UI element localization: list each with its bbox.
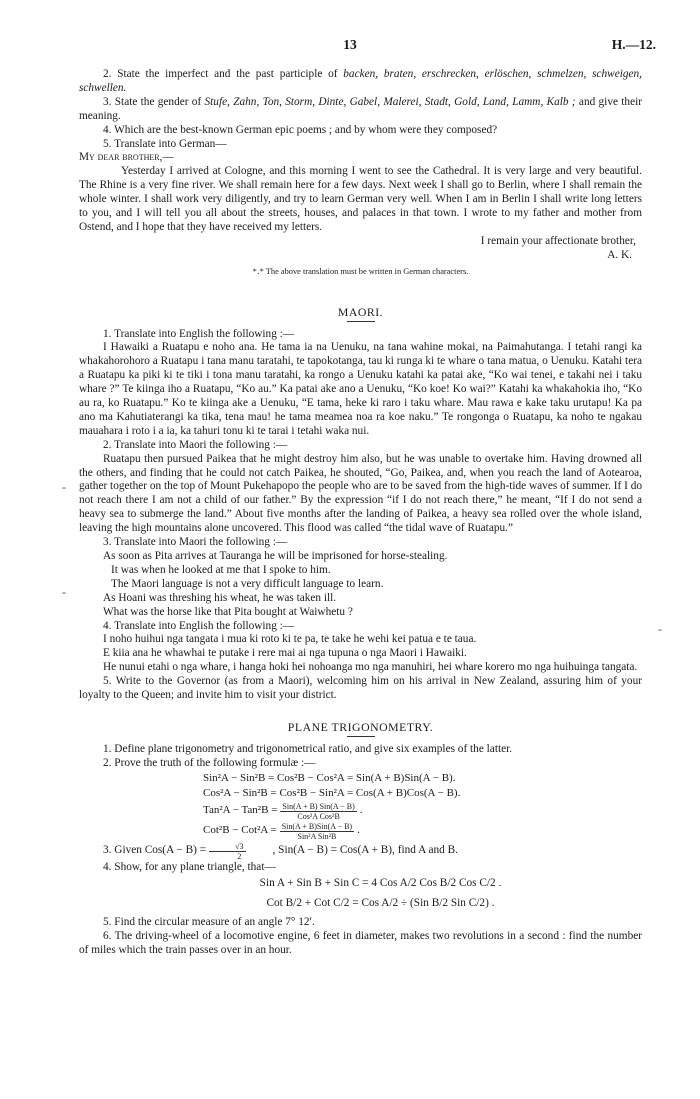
letter-signature: A. K. — [607, 248, 632, 261]
maori-question-5: 5. Write to the Governor (as from a Maori), welcoming him on his arrival in New Zealand, assuring him of your loyalty to the Queen; and invite him to visit your district. — [79, 675, 642, 702]
margin-dash-mark: - — [62, 480, 66, 494]
letter-closing: I remain your affectionate brother, — [480, 234, 636, 247]
maori-q4-line: I noho huihui nga tangata i mua ki roto ki te pa, te take he wehi kei patua e te taua. — [103, 633, 477, 646]
trig-question-4: 4. Show, for any plane triangle, that— — [103, 860, 276, 873]
title-rule — [347, 321, 375, 322]
page-content — [79, 68, 642, 958]
formula-5: Sin A + Sin B + Sin C = 4 Cos A/2 Cos B/2 Cos C/2 . — [259, 877, 502, 890]
page-header — [0, 38, 700, 54]
german-question-2: 2. State the imperfect and the past participle of backen, braten, erschrecken, erlöschen, schmelzen, schweigen, schwellen. — [79, 68, 642, 94]
maori-q3-line: The Maori language is not a very difficult language to learn. — [111, 577, 384, 590]
fraction-denominator: Cos²A Cos²B — [297, 811, 340, 821]
fraction-numerator: Sin(A + B) Sin(A − B) — [282, 801, 355, 811]
german-question-4: 4. Which are the best-known German epic poems ; and by whom were they composed? — [103, 123, 498, 136]
trig-question-1: 1. Define plane trigonometry and trigonometrical ratio, and give six examples of the latter. — [103, 742, 513, 755]
formula-4: Cot²B − Cot²A = $\frac{\text{Sin(A + B)Sin(A − B)}}{\text{Sin²A Sin²B}}$ . — [203, 821, 360, 841]
maori-q3-line: What was the horse like that Pita bought at Waiwhetu ? — [103, 605, 353, 618]
formula-3: Tan²A − Tan²B = $\frac{\text{Sin(A + B) Sin(A − B)}}{\text{Cos²A Cos²B}}$ . — [203, 801, 363, 821]
maori-question-1-text: I Hawaiki a Ruatapu e noho ana. He tama ia na Uenuku, na tana wahine mokai, na Paimahutanga. I tetahi rangi ka whakahorohoro a Ruatapu i tana manu taratahi, te tapokotanga, tau ki runga ki te whare o tana matua, o Uenuku. Katahi tera a Ruatapu ka piki ki te tiki i tona manu taratahi, ka rongo a Uenuku katahi ka patai ake, “Ko wai tenei, e takahi nei i taku whare ?” Te kiinga iho a Ruatapu, “Ko au.” Ka patai ake ano a Uenuku, “Ko koe! Ko wai?” Katahi ka whakahokia iho, “Ko au ra, ko Ruatapu.” Ko te kiinga ake a Uenuku, “E tama, heke ki raro i taku whare. Mau rawa e kake taku urutapu! Ka pa ano ma Kahutiaterangi ka tika, tena mau! he tama meamea noa ra koe naku.” Te rongonga o Ruatapu, ka noho te ngakau mauahara i roto i a ia, ka tahuri tonu ki te tarai i tetahi waka nui. — [79, 341, 642, 437]
formula-2: Cos²A − Sin²B = Cos²B − Sin²A = Cos(A + B)Cos(A − B). — [203, 786, 461, 799]
maori-question-1: 1. Translate into English the following :— — [103, 327, 295, 340]
maori-q3-line: As Hoani was threshing his wheat, he was taken ill. — [103, 591, 337, 604]
maori-question-2: 2. Translate into Maori the following :— — [103, 438, 288, 451]
maori-question-3: 3. Translate into Maori the following :— — [103, 536, 288, 549]
fraction-denominator: Sin²A Sin²B — [297, 831, 337, 841]
maori-q3-line: As soon as Pita arrives at Tauranga he will be imprisoned for horse-stealing. — [103, 550, 448, 562]
letter-text: Yesterday I arrived at Cologne, and this morning I went to see the Cathedral. It is very large and very beautiful. The Rhine is a very fine river. We shall remain here for a few days. Next week I shall go to Berlin, where I shall remain the whole winter. I shall work very diligently, and try to learn German very well. When I am in Berlin I shall write long letters to you, and I will tell you all about the streets, houses, and palaces in that town. I wrote to my father and mother from Ostend, and I hope that they have received my letters. — [79, 165, 642, 233]
maori-question-4: 4. Translate into English the following :— — [103, 619, 295, 632]
maori-q3-line: It was when he looked at me that I spoke to him. — [111, 563, 331, 576]
maori-q4-line: He nunui etahi o nga whare, i hanga hoki hei nohoanga mo nga manuhiri, hei whare korero mo nga huihuinga tangata. — [103, 661, 638, 674]
german-question-3: 3. State the gender of Stufe, Zahn, Ton, Storm, Dinte, Gabel, Malerei, Stadt, Gold, Land, Lamm, Kalb ; and give their meaning. — [79, 95, 642, 122]
document-reference: H.—12. — [611, 37, 656, 52]
trig-question-6: 6. The driving-wheel of a locomotive engine, 6 feet in diameter, makes two revolutions in a second : find the number of miles which the train passes over in an hour. — [79, 930, 642, 957]
formula-3-fraction — [280, 802, 356, 821]
formula-6: Cot B/2 + Cot C/2 = Cos A/2 ÷ (Sin B/2 Sin C/2) . — [266, 897, 495, 910]
german-characters-note: *․* The above translation must be written in German characters. — [252, 266, 469, 276]
trig-section-title: PLANE TRIGONOMETRY. — [287, 719, 434, 734]
maori-section-title: MAORI. — [337, 304, 384, 319]
trig-question-3: 3. Given Cos(A − B) = $\frac{√3}{2}$ , Sin(A − B) = Cos(A + B), find A and B. — [103, 841, 458, 861]
trig-question-2: 2. Prove the truth of the following formulæ :— — [103, 756, 316, 769]
page-number: 13 — [343, 37, 357, 52]
fraction-numerator: Sin(A + B)Sin(A − B) — [281, 821, 353, 831]
margin-dash-mark: - — [62, 585, 66, 599]
letter-salutation: My dear brother,— — [79, 151, 174, 164]
maori-question-2-text: Ruatapu then pursued Paikea that he might destroy him also, but he was unable to overtake him. Having drowned all the others, and finding that he could not catch Paikea, he shouted, “Go, Paikea, and, when you reach the land of Aotearoa, gather together on the top of Mount Pukehapopo the people who are to be saved from the high-tide waves of summer. If I do not reach there I am not a child of our father.” By the expression “if I do not reach there,” he meant, “If I do not send a heavy sea to submerge the land.” About five months after the landing of Paikea, a heavy sea rolled over the whole island, leaving the high mountains alone uncovered. This flood was called “the tidal wave of Ruatapu.” — [79, 452, 642, 535]
formula-1: Sin²A − Sin²B = Cos²B − Cos²A = Sin(A + B)Sin(A − B). — [203, 771, 456, 784]
maori-q4-line: E kiia ana he whawhai te putake i rere mai ai nga tupuna o nga Maori i Hawaiki. — [103, 647, 467, 660]
german-question-5: 5. Translate into German— — [103, 137, 227, 150]
margin-dash-mark: - — [658, 622, 662, 636]
title-rule — [347, 736, 375, 737]
formula-3-lhs: Tan²A − Tan²B = — [203, 804, 278, 817]
formula-block — [79, 772, 642, 841]
letter-body — [79, 165, 642, 235]
trig-question-5: 5. Find the circular measure of an angle 7° 12′. — [103, 916, 315, 929]
sqrt3-over-2: $\frac{√3}{2}$ — [209, 842, 245, 861]
formula-4-lhs: Cot²B − Cot²A = — [203, 824, 277, 837]
formula-4-fraction — [280, 822, 354, 841]
